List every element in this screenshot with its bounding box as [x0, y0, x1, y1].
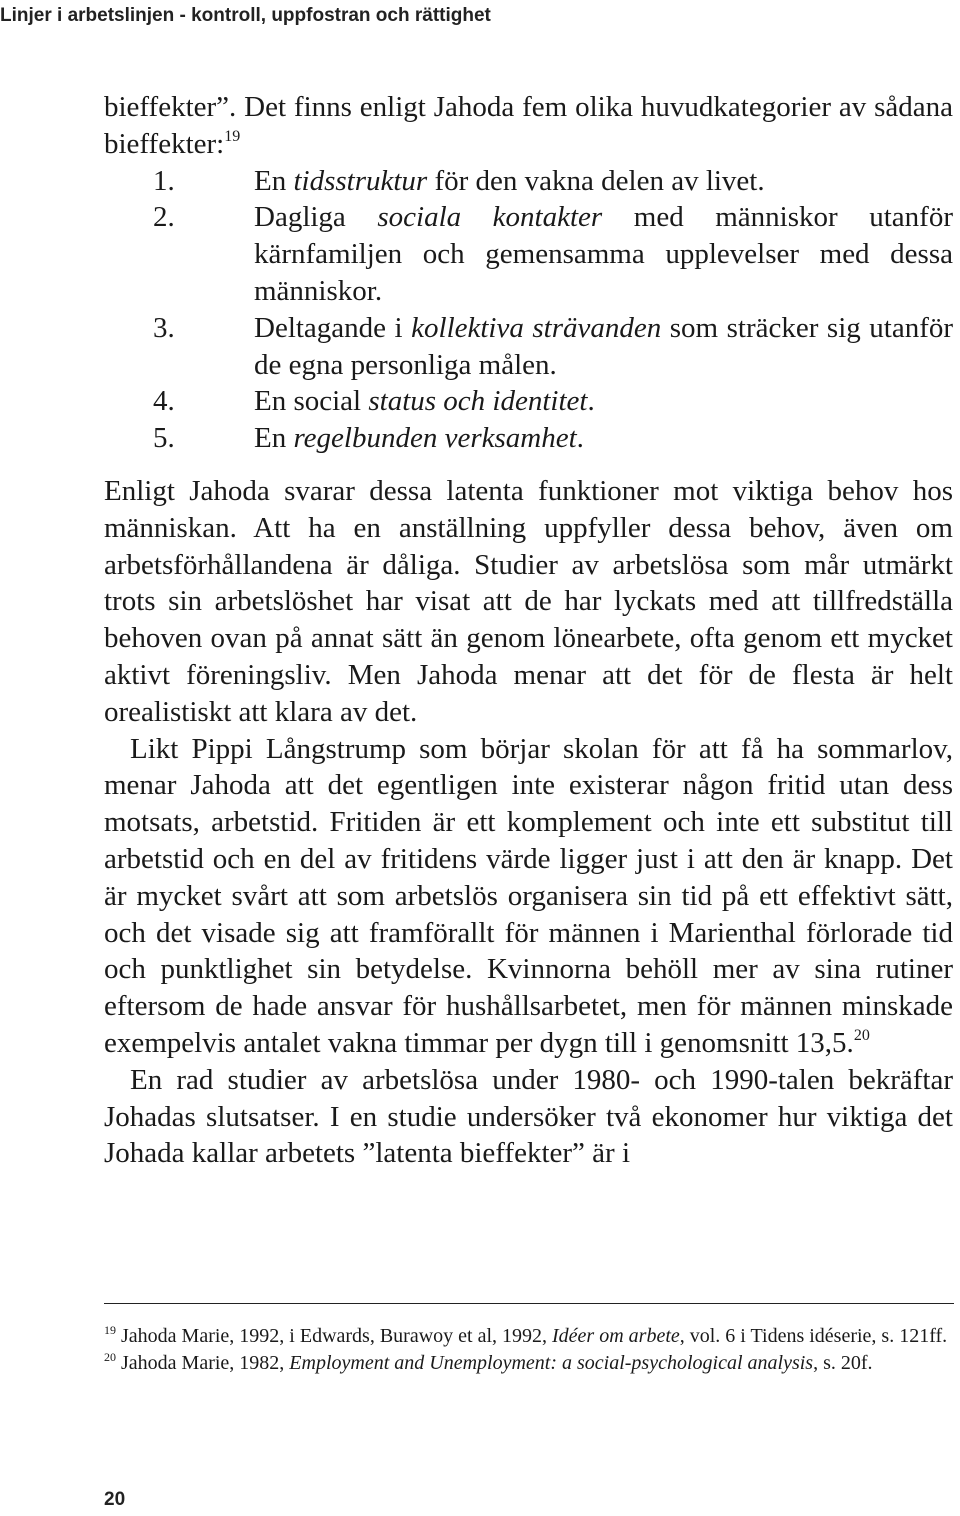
- footnotes: [104, 1323, 954, 1377]
- list-item: [153, 383, 953, 420]
- list-text: En social status och identitet.: [254, 385, 595, 418]
- running-header: Linjer i arbetslinjen - kontroll, uppfostran och rättighet: [0, 5, 491, 26]
- list-text: En tidsstruktur för den vakna delen av livet.: [254, 164, 765, 197]
- footnote-19: $^{19}$ Jahoda Marie, 1992, i Edwards, Burawoy et al, 1992, Idéer om arbete, vol. 6 i Tidens idéserie, s. 121ff.: [104, 1323, 948, 1347]
- page-number: 20: [104, 1489, 126, 1510]
- intro-text: bieffekter”. Det finns enligt Jahoda fem olika huvudkategorier av sådana bieffekter:: [104, 91, 953, 160]
- footnote-ref-19: 19: [224, 127, 241, 145]
- category-list: [104, 163, 953, 457]
- list-item: [153, 420, 953, 457]
- list-item: [153, 163, 953, 200]
- list-number: 5.: [153, 422, 175, 455]
- footnote-20: $^{20}$ Jahoda Marie, 1982, Employment and Unemployment: a social-psychological analysis, s. 20f.: [104, 1350, 873, 1374]
- list-number: 1.: [153, 164, 175, 197]
- paragraph-studies: En rad studier av arbetslösa under 1980- och 1990-talen bekräftar Johadas slutsatser. I en studie undersöker två ekonomer hur viktiga det Johada kallar arbetets ”latenta bieffekter” är i: [104, 1063, 953, 1170]
- list-item: [153, 310, 953, 384]
- main-text: [104, 89, 953, 1172]
- paragraph-pippi: Likt Pippi Långstrump som börjar skolan för att få ha sommarlov, menar Jahoda att det egentligen inte existerar någon fritid utan dess motsats, arbetstid. Fritiden är ett komplement och inte ett substitut till arbetstid och en del av fritidens värde ligger just i att den är knapp. Det är mycket svårt att som arbetslös organisera sin tid på ett effektivt sätt, och det visade sig att framförallt för männen i Marienthal förlorade tid och punktlighet sin betydelse. Kvinnorna behöll mer av sina rutiner eftersom de hade ansvar för hushållsarbetet, men för männen minskade exempelvis antalet vakna timmar per dygn till i genomsnitt 13,5.20: [104, 732, 953, 1059]
- paragraph-latent-functions: Enligt Jahoda svarar dessa latenta funktioner mot viktiga behov hos människan. Att ha en anställning uppfyller dessa behov, även om arbetsförhållandena är dåliga. Studier av arbetslösa som mår utmärkt trots sin arbetslöshet har visat att de har lyckats med att tillfredställa behoven ovan på annat sätt än genom lönearbete, ofta genom ett mycket aktivt föreningsliv. Men Jahoda menar att det för de flesta är helt orealistiskt att klara av det.: [104, 474, 953, 728]
- list-text: Deltagande i kollektiva strävanden som sträcker sig utanför de egna personliga målen.: [254, 311, 954, 381]
- footnote-ref-20: 20: [853, 1026, 870, 1044]
- list-text: Dagliga sociala kontakter med människor utanför kärnfamiljen och gemensamma upplevelser med dessa människor.: [254, 201, 953, 307]
- list-text: En regelbunden verksamhet.: [254, 422, 584, 455]
- list-number: 2.: [153, 201, 175, 234]
- list-number: 3.: [153, 311, 175, 344]
- footnote-divider: [104, 1303, 954, 1304]
- list-number: 4.: [153, 385, 175, 418]
- intro-paragraph: [104, 89, 953, 163]
- list-item: [153, 199, 953, 309]
